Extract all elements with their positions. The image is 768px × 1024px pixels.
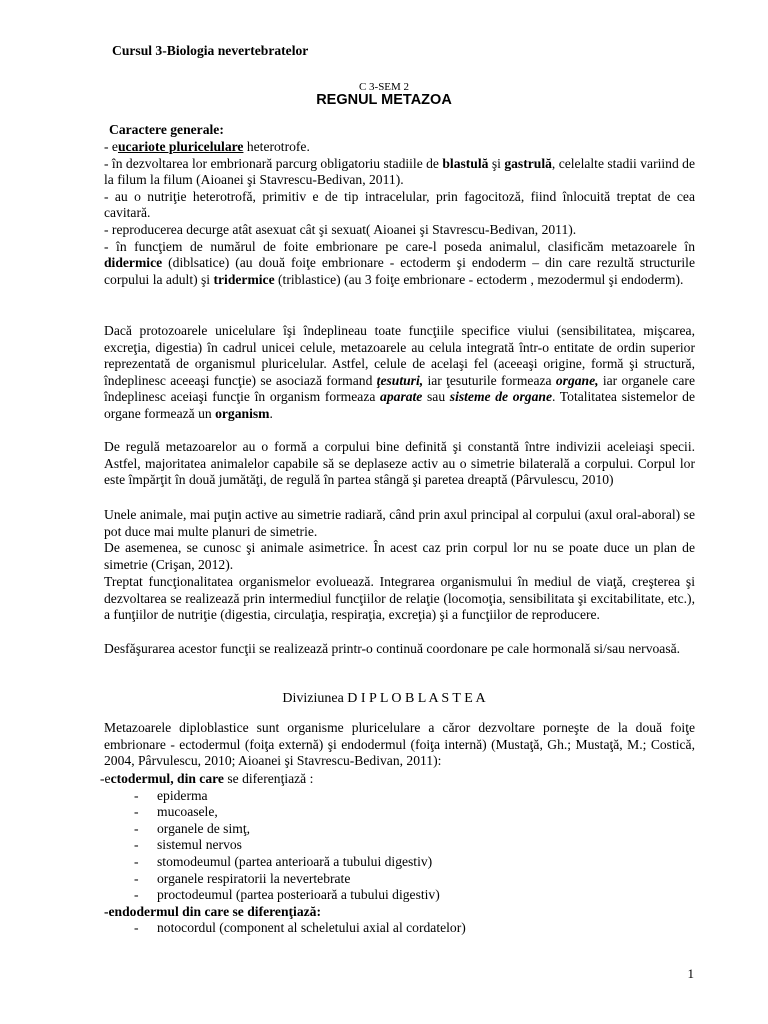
paragraph-symmetry-text: De regulă metazoarelor au o formă a corpului bine definită şi constantă între indivizii aceleiaşi specii. Astfel, majoritatea animalelor capabile să se deplaseze activ au o simetrie bilaterală a corpului. Corpul lor este împărţit în două jumătăţi, de regulă în partea stângă şi paretea dreaptă (Pârvulescu, 2010) <box>104 439 695 488</box>
text-fragment: . Totalitatea sistemelor de organe formează un <box>104 389 695 421</box>
list-dash: - <box>134 820 139 836</box>
list-item <box>100 821 695 838</box>
ectoderm-heading <box>100 771 695 788</box>
paragraph-coordination <box>104 641 695 658</box>
list-dash: - <box>134 837 139 853</box>
term-tridermice: tridermice <box>213 271 275 287</box>
list-item-label: stomodeumul (partea anterioară a tubului digestiv) <box>157 853 433 869</box>
paragraph-diploblastea <box>104 720 695 770</box>
text-fragment: se diferenţiază : <box>223 771 314 786</box>
paragraph-tissues <box>104 323 695 423</box>
paragraph-radial-text: Unele animale, mai puţin active au simetrie radiară, când prin axul principal al corpului (axul oral-aboral) se pot duce mai multe planuri de simetrie. <box>104 507 695 539</box>
germ-layer-lists <box>100 771 695 937</box>
term-organism: organism <box>215 405 270 421</box>
text-fragment: , celelalte stadii variind de la filum la filum (Aioanei şi Stavrescu-Bedivan, 2011). <box>104 155 695 188</box>
list-dash: - <box>134 787 139 803</box>
paragraph-functions-text: Treptat funcţionalitatea organismelor evoluează. Integrarea organismului în mediul de viaţă, creşterea şi dezvoltarea se realizează prin intermediul funcţiilor de relaţie (locomoţia, sensibilitata şi excitabilitate, etc.), a funţiilor de nutriţie (digestia, circulaţia, respiraţia, excreţia) şi a funcţiilor de reproducere. <box>104 574 695 623</box>
text-fragment: şi <box>488 155 505 171</box>
general-line-1 <box>104 139 695 156</box>
division-title: Diviziunea D I P L O B L A S T E A <box>282 691 486 706</box>
list-item-label: organele de simţ, <box>157 820 250 836</box>
paragraph-diploblastea-text: Metazoarele diploblastice sunt organisme pluricelulare a căror dezvoltare porneşte de la două foiţe embrionare - ectodermul (foiţa externă) şi endodermul (foiţa internă) (Mustaţă, Gh.; Mustaţă, M.; Costică, 2004, Pârvulescu, 2010; Aioanei şi Stavrescu-Bedivan, 2011): <box>104 720 695 769</box>
text-fragment: heterotrofe. <box>243 139 310 154</box>
term-tesuturi: ţesuturi, <box>376 372 424 388</box>
list-item-label: mucoasele, <box>157 804 218 820</box>
general-line-3: - au o nutriţie heterotrofă, primitiv e de tip intracelular, prin fagocitoză, fiind înlocuită treptat de cea cavitară. <box>104 188 695 221</box>
paragraph-functions <box>104 574 695 624</box>
term-blastula: blastulă <box>442 155 489 171</box>
text-fragment: -e <box>100 771 111 786</box>
list-dash: - <box>134 887 139 903</box>
paragraph-symmetry <box>104 439 695 489</box>
term-aparate: aparate <box>380 389 423 405</box>
paragraph-coordination-text: Desfăşurarea acestor funcţii se realizează printr-o continuă coordonare pe cale hormonală si/sau nervoasă. <box>104 641 681 656</box>
list-item <box>100 887 695 904</box>
text-fragment: iar ţesuturile formeaza <box>423 372 556 388</box>
list-item-label: notocordul (component al scheletului axial al cordatelor) <box>157 920 466 936</box>
text-fragment: (triblastice) (au 3 foiţe embrionare - ectoderm , mezodermul şi endoderm). <box>274 271 684 287</box>
term-sisteme-de-organe: sisteme de organe <box>449 389 552 405</box>
list-item-label: organele respiratorii la nevertebrate <box>157 870 351 886</box>
text-fragment: Dacă protozoarele unicelulare îşi îndeplineau toate funcţiile specifice viului (sensibilitatea, mişcarea, excreţia, digestia) în cadrul unicei celule, metazoarele au celula integrată într-o entitate de ordin superior reprezentată de organismul pluricelular. Astfel, celule de acelaşi fel (aceeaşi origine, formă şi structură, îndeplinesc aceeaşi funcţie) se asociază formand <box>104 323 695 388</box>
list-dash: - <box>134 870 139 886</box>
list-item <box>100 788 695 805</box>
list-item <box>100 920 695 937</box>
page-number: 1 <box>687 966 694 981</box>
paragraph-tissues-text <box>104 323 695 423</box>
course-title: Cursul 3-Biologia nevertebratelor <box>112 43 309 58</box>
list-item-label: epiderma <box>157 787 208 803</box>
paragraph-asymmetric <box>104 540 695 573</box>
list-item-label: sistemul nervos <box>157 837 242 853</box>
list-item-label: proctodeumul (partea posterioară a tubului digestiv) <box>157 887 440 903</box>
list-item <box>100 854 695 871</box>
term-organe: organe, <box>555 372 599 388</box>
ectoderm-list <box>100 788 695 904</box>
text-fragment: iar organele care îndeplinesc aceiaşi funcţie în organism formeaza <box>104 372 695 405</box>
text-fragment: sau <box>422 389 450 405</box>
general-line-4: - reproducerea decurge atât asexuat cât şi sexuat( Aioanei şi Stavrescu-Bedivan, 2011). <box>104 221 577 237</box>
section-heading-general: Caractere generale: <box>109 122 224 137</box>
text-fragment: (diblsatice) (au două foiţe embrionare - ectoderm şi endoderm – din care rezultă structurile corpului la adult) şi <box>104 255 695 287</box>
term-ectodermul: ctodermul, din care <box>110 771 224 786</box>
text-fragment: . <box>269 405 273 421</box>
seminar-label: C 3-SEM 2 <box>358 81 410 93</box>
list-dash: - <box>134 804 139 820</box>
general-line-5 <box>104 239 695 289</box>
paragraph-asymmetric-text: De asemenea, se cunosc şi animale asimetrice. În acest caz prin corpul lor nu se poate duce un plan de simetrie (Crişan, 2012). <box>104 540 695 572</box>
endoderm-list <box>100 920 695 937</box>
term-didermice: didermice <box>104 255 163 271</box>
page-title: REGNUL METAZOA <box>316 92 452 108</box>
term-gastrula: gastrulă <box>504 155 552 171</box>
list-dash: - <box>134 853 139 869</box>
text-fragment: - în dezvoltarea lor embrionară parcurg obligatoriu stadiile de <box>104 155 443 171</box>
list-dash: - <box>134 920 139 936</box>
list-item <box>100 837 695 854</box>
text-fragment: - e <box>104 139 118 154</box>
endoderm-heading: -endodermul din care se diferenţiază: <box>104 903 321 919</box>
general-characteristics <box>104 139 695 288</box>
text-fragment: - în funcţiem de numărul de foite embrionare pe care-l poseda animalul, clasificăm metazoarele în <box>104 238 695 254</box>
list-item <box>100 871 695 888</box>
emphasis-eukaryote: ucariote pluricelulare <box>117 139 244 154</box>
list-item <box>100 804 695 821</box>
general-line-2 <box>104 156 695 189</box>
paragraph-radial <box>104 507 695 540</box>
